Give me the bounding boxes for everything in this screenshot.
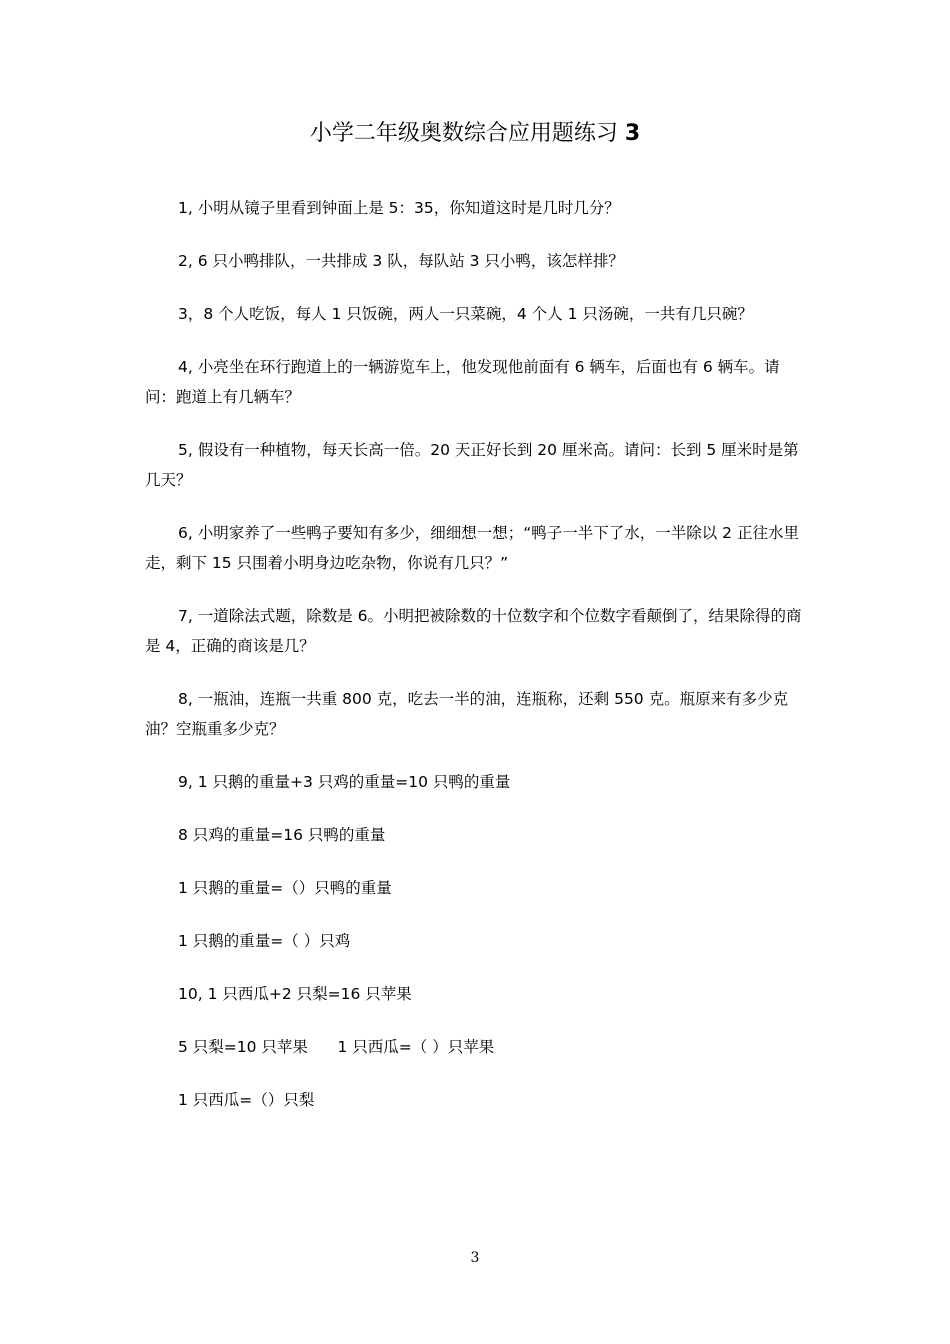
- title-text: 小学二年级奥数综合应用题练习: [309, 121, 618, 146]
- problem-10-line-2: 5 只梨=10 只苹果 1 只西瓜=（ ）只苹果: [178, 1038, 495, 1056]
- problem-2: 2, 6 只小鸭排队，一共排成 3 队，每队站 3 只小鸭，该怎样排？: [178, 252, 624, 270]
- page-title: [0, 118, 950, 150]
- page-number: 3: [470, 1250, 480, 1266]
- problem-7: 7, 一道除法式题，除数是 6。小明把被除数的十位数字和个位数字看颠倒了，结果除得的商是 4，正确的商该是几？: [145, 607, 802, 655]
- problem-3: 3，8 个人吃饭，每人 1 只饭碗，两人一只菜碗，4 个人 1 只汤碗，一共有几只碗？: [178, 305, 753, 323]
- problem-list: [145, 193, 810, 1138]
- problem-5: 5, 假设有一种植物，每天长高一倍。20 天正好长到 20 厘米高。请问：长到 5 厘米时是第几天？: [145, 441, 799, 489]
- problem-9-line-2: 8 只鸡的重量=16 只鸭的重量: [178, 826, 386, 844]
- problem-10-line-3: 1 只西瓜=（）只梨: [178, 1091, 315, 1109]
- problem-9-line-3: 1 只鹅的重量=（）只鸭的重量: [178, 879, 392, 897]
- title-number: 3: [624, 121, 641, 146]
- problem-9-line-1: 9, 1 只鹅的重量+3 只鸡的重量=10 只鸭的重量: [178, 773, 511, 791]
- problem-1: 1, 小明从镜子里看到钟面上是 5：35，你知道这时是几时几分？: [178, 199, 620, 217]
- problem-10-line-1: 10, 1 只西瓜+2 只梨=16 只苹果: [178, 985, 412, 1003]
- problem-8: 8, 一瓶油，连瓶一共重 800 克，吃去一半的油，连瓶称，还剩 550 克。瓶原来有多少克油？空瓶重多少克？: [145, 690, 789, 738]
- problem-9-line-4: 1 只鹅的重量=（ ）只鸡: [178, 932, 351, 950]
- problem-6: 6, 小明家养了一些鸭子要知有多少，细细想一想；“鸭子一半下了水，一半除以 2 正往水里走，剩下 15 只围着小明身边吃杂物，你说有几只？”: [145, 524, 799, 572]
- problem-4: 4, 小亮坐在环行跑道上的一辆游览车上，他发现他前面有 6 辆车，后面也有 6 辆车。请问：跑道上有几辆车？: [145, 358, 780, 406]
